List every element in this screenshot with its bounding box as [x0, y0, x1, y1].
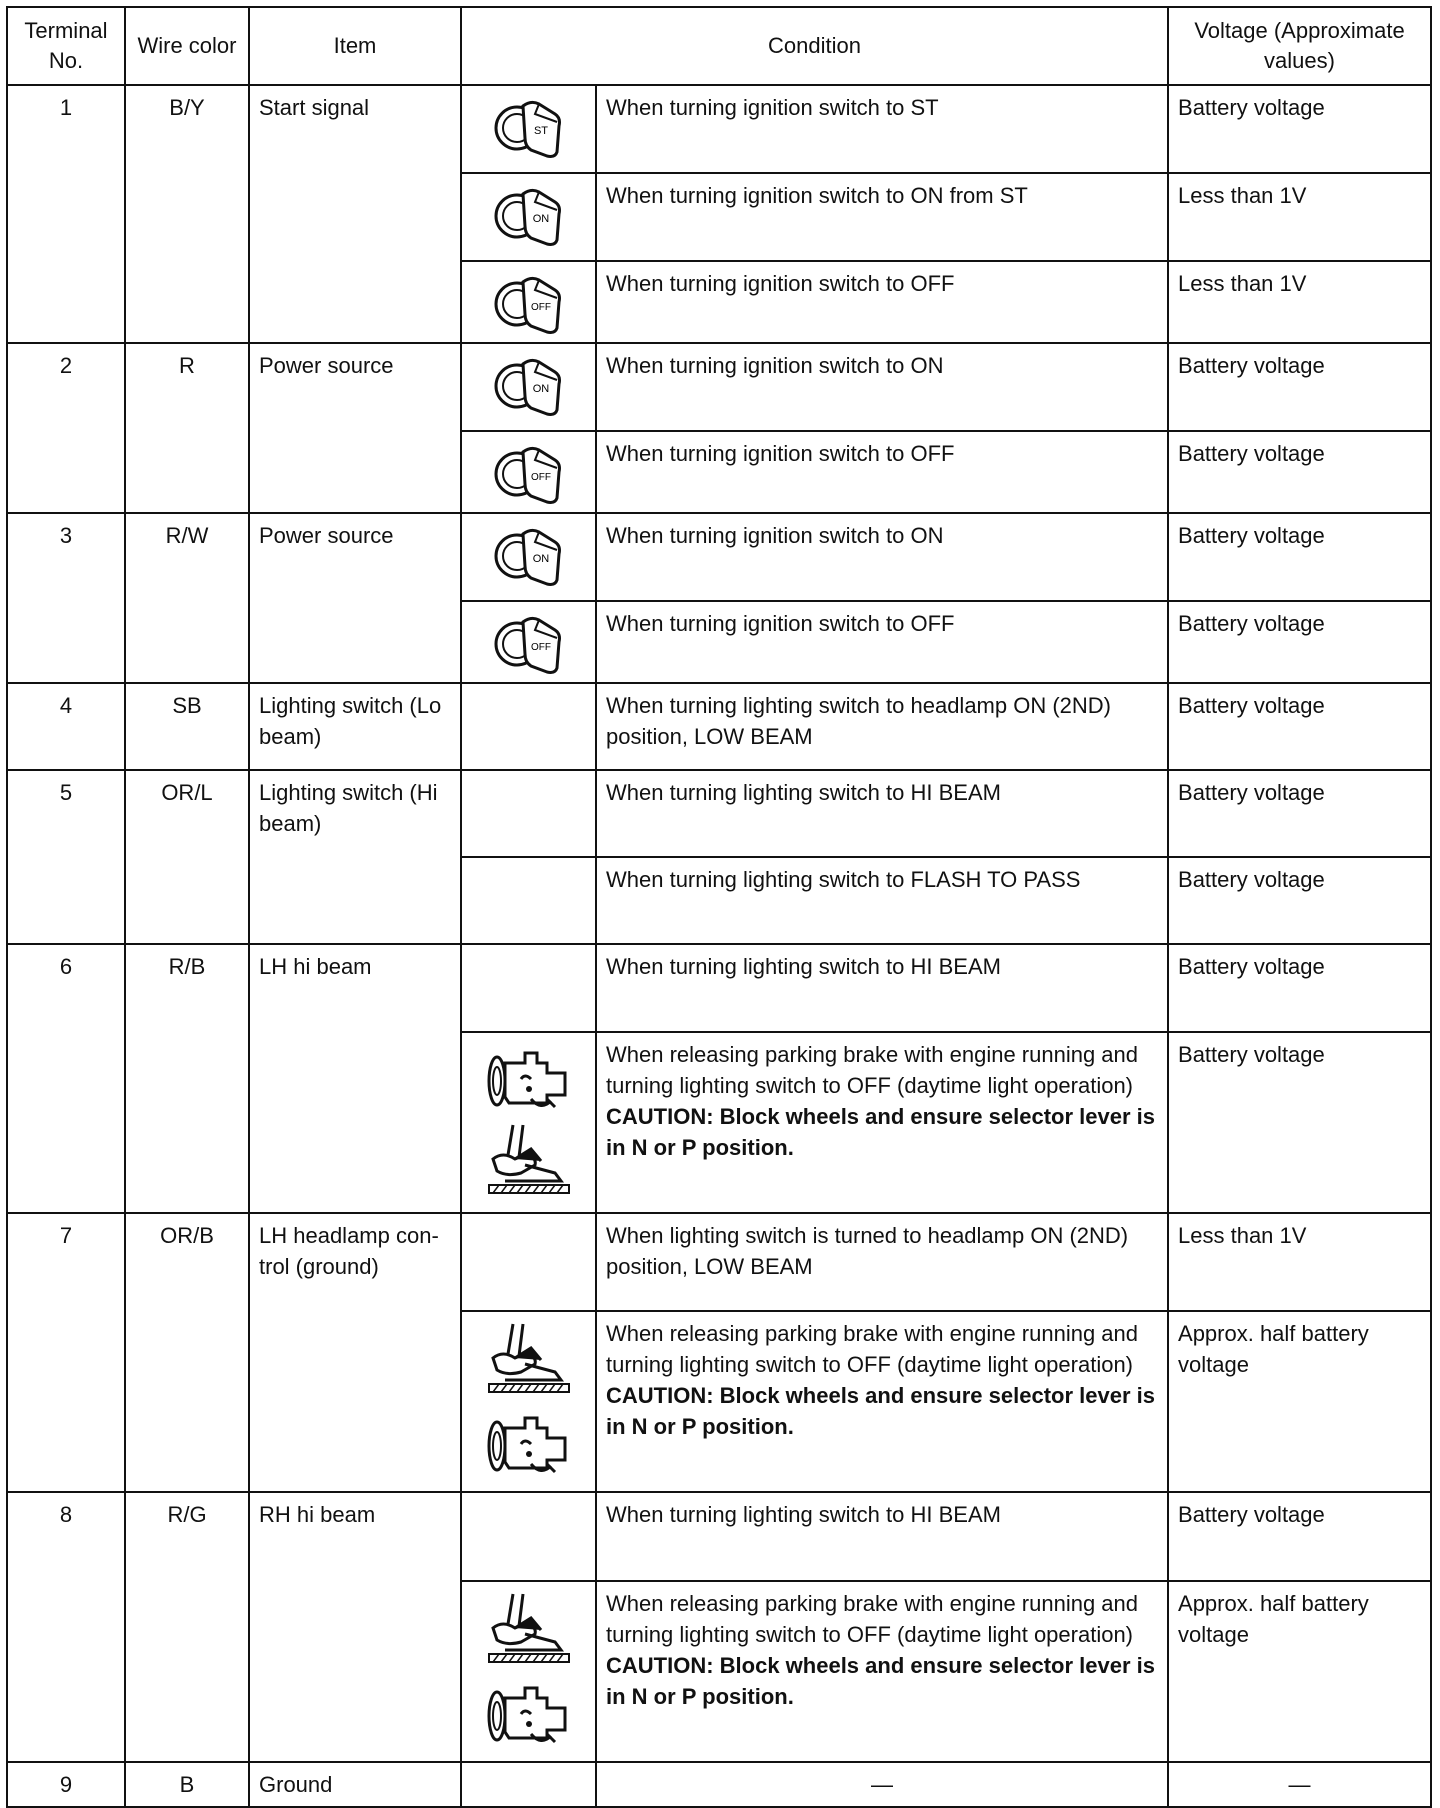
empty-icon-cell: [461, 770, 596, 857]
voltage-value: Battery voltage: [1168, 683, 1431, 770]
table-row: [7, 85, 1431, 173]
item-name: LH headlamp con-trol (ground): [249, 1213, 461, 1492]
voltage-value: Battery voltage: [1168, 1492, 1431, 1581]
table-row: [7, 1492, 1431, 1581]
terminal-no: 7: [7, 1213, 125, 1492]
parking-brake-icon: [485, 1320, 573, 1402]
ignition-key-st-icon: [461, 85, 596, 173]
header-wire-color: Wire color: [125, 7, 249, 85]
voltage-value: Battery voltage: [1168, 770, 1431, 857]
condition-text: When lighting switch is turned to headlamp ON (2ND) position, LOW BEAM: [596, 1213, 1168, 1311]
condition-text: When turning lighting switch to HI BEAM: [596, 944, 1168, 1032]
parking-brake-icon: [485, 1590, 573, 1672]
table-row: [7, 944, 1431, 1032]
condition-text: When turning ignition switch to ON from ST: [596, 173, 1168, 261]
table-row: [7, 343, 1431, 431]
condition-text: When turning lighting switch to HI BEAM: [596, 1492, 1168, 1581]
terminal-specification-table: [6, 6, 1432, 1808]
ignition-key-on-icon: [461, 173, 596, 261]
empty-icon-cell: [461, 1213, 596, 1311]
svg-text:OFF: OFF: [530, 302, 551, 313]
engine-running-icon: [485, 1404, 573, 1484]
voltage-value: Battery voltage: [1168, 1032, 1431, 1213]
voltage-value: Battery voltage: [1168, 857, 1431, 944]
header-row: [7, 7, 1431, 85]
wire-color: B/Y: [125, 85, 249, 343]
voltage-value: Less than 1V: [1168, 1213, 1431, 1311]
parking-brake-icon: [485, 1121, 573, 1203]
condition-text: When releasing parking brake with engine running and turning lighting switch to OFF (daytime light operation): [606, 1321, 1139, 1377]
caution-text: CAUTION: Block wheels and ensure selector lever is in N or P position.: [606, 1104, 1155, 1160]
voltage-value: Approx. half battery voltage: [1168, 1311, 1431, 1492]
caution-text: CAUTION: Block wheels and ensure selector lever is in N or P position.: [606, 1383, 1155, 1439]
svg-text:ST: ST: [533, 125, 548, 137]
parking-brake-and-engine-running-icon: [461, 1581, 596, 1762]
wire-color: OR/B: [125, 1213, 249, 1492]
condition-text: When turning ignition switch to ST: [596, 85, 1168, 173]
ignition-key-off-icon: [461, 261, 596, 343]
condition-text-block: [596, 1581, 1168, 1762]
terminal-no: 2: [7, 343, 125, 513]
item-name: RH hi beam: [249, 1492, 461, 1762]
voltage-value: Approx. half battery voltage: [1168, 1581, 1431, 1762]
ignition-key-on-icon: [461, 343, 596, 431]
voltage-value: Less than 1V: [1168, 261, 1431, 343]
header-condition: Condition: [461, 7, 1168, 85]
voltage-value: Battery voltage: [1168, 944, 1431, 1032]
header-item: Item: [249, 7, 461, 85]
header-terminal-no: Terminal No.: [7, 7, 125, 85]
table-row: [7, 770, 1431, 857]
item-name: Lighting switch (Lo beam): [249, 683, 461, 770]
ignition-key-on-icon: [461, 513, 596, 601]
voltage-value: Less than 1V: [1168, 173, 1431, 261]
condition-text: When turning ignition switch to OFF: [596, 261, 1168, 343]
wire-color: R/W: [125, 513, 249, 683]
ignition-key-off-icon: [461, 431, 596, 513]
voltage-value: Battery voltage: [1168, 601, 1431, 683]
condition-text: When turning ignition switch to OFF: [596, 431, 1168, 513]
terminal-no: 6: [7, 944, 125, 1213]
wire-color: OR/L: [125, 770, 249, 944]
voltage-value: Battery voltage: [1168, 343, 1431, 431]
item-name: LH hi beam: [249, 944, 461, 1213]
condition-text-block: [596, 1032, 1168, 1213]
empty-icon-cell: [461, 1492, 596, 1581]
engine-running-and-parking-brake-icon: [461, 1032, 596, 1213]
table-row: [7, 1213, 1431, 1311]
item-name: Ground: [249, 1762, 461, 1807]
parking-brake-and-engine-running-icon: [461, 1311, 596, 1492]
empty-icon-cell: [461, 683, 596, 770]
item-name: Lighting switch (Hi beam): [249, 770, 461, 944]
terminal-specification-table-container: [6, 6, 1432, 1808]
table-row: [7, 1762, 1431, 1807]
engine-running-icon: [485, 1039, 573, 1119]
condition-text: When releasing parking brake with engine running and turning lighting switch to OFF (daytime light operation): [606, 1042, 1139, 1098]
voltage-value: —: [1168, 1762, 1431, 1807]
svg-text:OFF: OFF: [530, 642, 551, 653]
terminal-no: 1: [7, 85, 125, 343]
empty-icon-cell: [461, 944, 596, 1032]
header-voltage: Voltage (Approximate values): [1168, 7, 1431, 85]
item-name: Power source: [249, 513, 461, 683]
voltage-value: Battery voltage: [1168, 513, 1431, 601]
condition-text: When turning lighting switch to HI BEAM: [596, 770, 1168, 857]
empty-icon-cell: [461, 1762, 596, 1807]
condition-text-block: [596, 1311, 1168, 1492]
engine-running-icon: [485, 1674, 573, 1754]
condition-text: When turning ignition switch to ON: [596, 343, 1168, 431]
terminal-no: 4: [7, 683, 125, 770]
table-row: [7, 513, 1431, 601]
condition-text: When turning ignition switch to OFF: [596, 601, 1168, 683]
condition-text: When turning ignition switch to ON: [596, 513, 1168, 601]
condition-text: When releasing parking brake with engine running and turning lighting switch to OFF (daytime light operation): [606, 1591, 1139, 1647]
wire-color: R/G: [125, 1492, 249, 1762]
wire-color: R: [125, 343, 249, 513]
caution-text: CAUTION: Block wheels and ensure selector lever is in N or P position.: [606, 1653, 1155, 1709]
svg-text:ON: ON: [532, 213, 549, 225]
terminal-no: 3: [7, 513, 125, 683]
table-row: [7, 683, 1431, 770]
condition-text: When turning lighting switch to FLASH TO PASS: [596, 857, 1168, 944]
condition-text: —: [596, 1762, 1168, 1807]
terminal-no: 9: [7, 1762, 125, 1807]
terminal-no: 5: [7, 770, 125, 944]
condition-text: When turning lighting switch to headlamp ON (2ND) position, LOW BEAM: [596, 683, 1168, 770]
voltage-value: Battery voltage: [1168, 85, 1431, 173]
item-name: Start signal: [249, 85, 461, 343]
ignition-key-off-icon: [461, 601, 596, 683]
svg-text:ON: ON: [532, 383, 549, 395]
empty-icon-cell: [461, 857, 596, 944]
svg-text:OFF: OFF: [530, 472, 551, 483]
voltage-value: Battery voltage: [1168, 431, 1431, 513]
svg-text:ON: ON: [532, 553, 549, 565]
wire-color: B: [125, 1762, 249, 1807]
terminal-no: 8: [7, 1492, 125, 1762]
wire-color: R/B: [125, 944, 249, 1213]
wire-color: SB: [125, 683, 249, 770]
item-name: Power source: [249, 343, 461, 513]
